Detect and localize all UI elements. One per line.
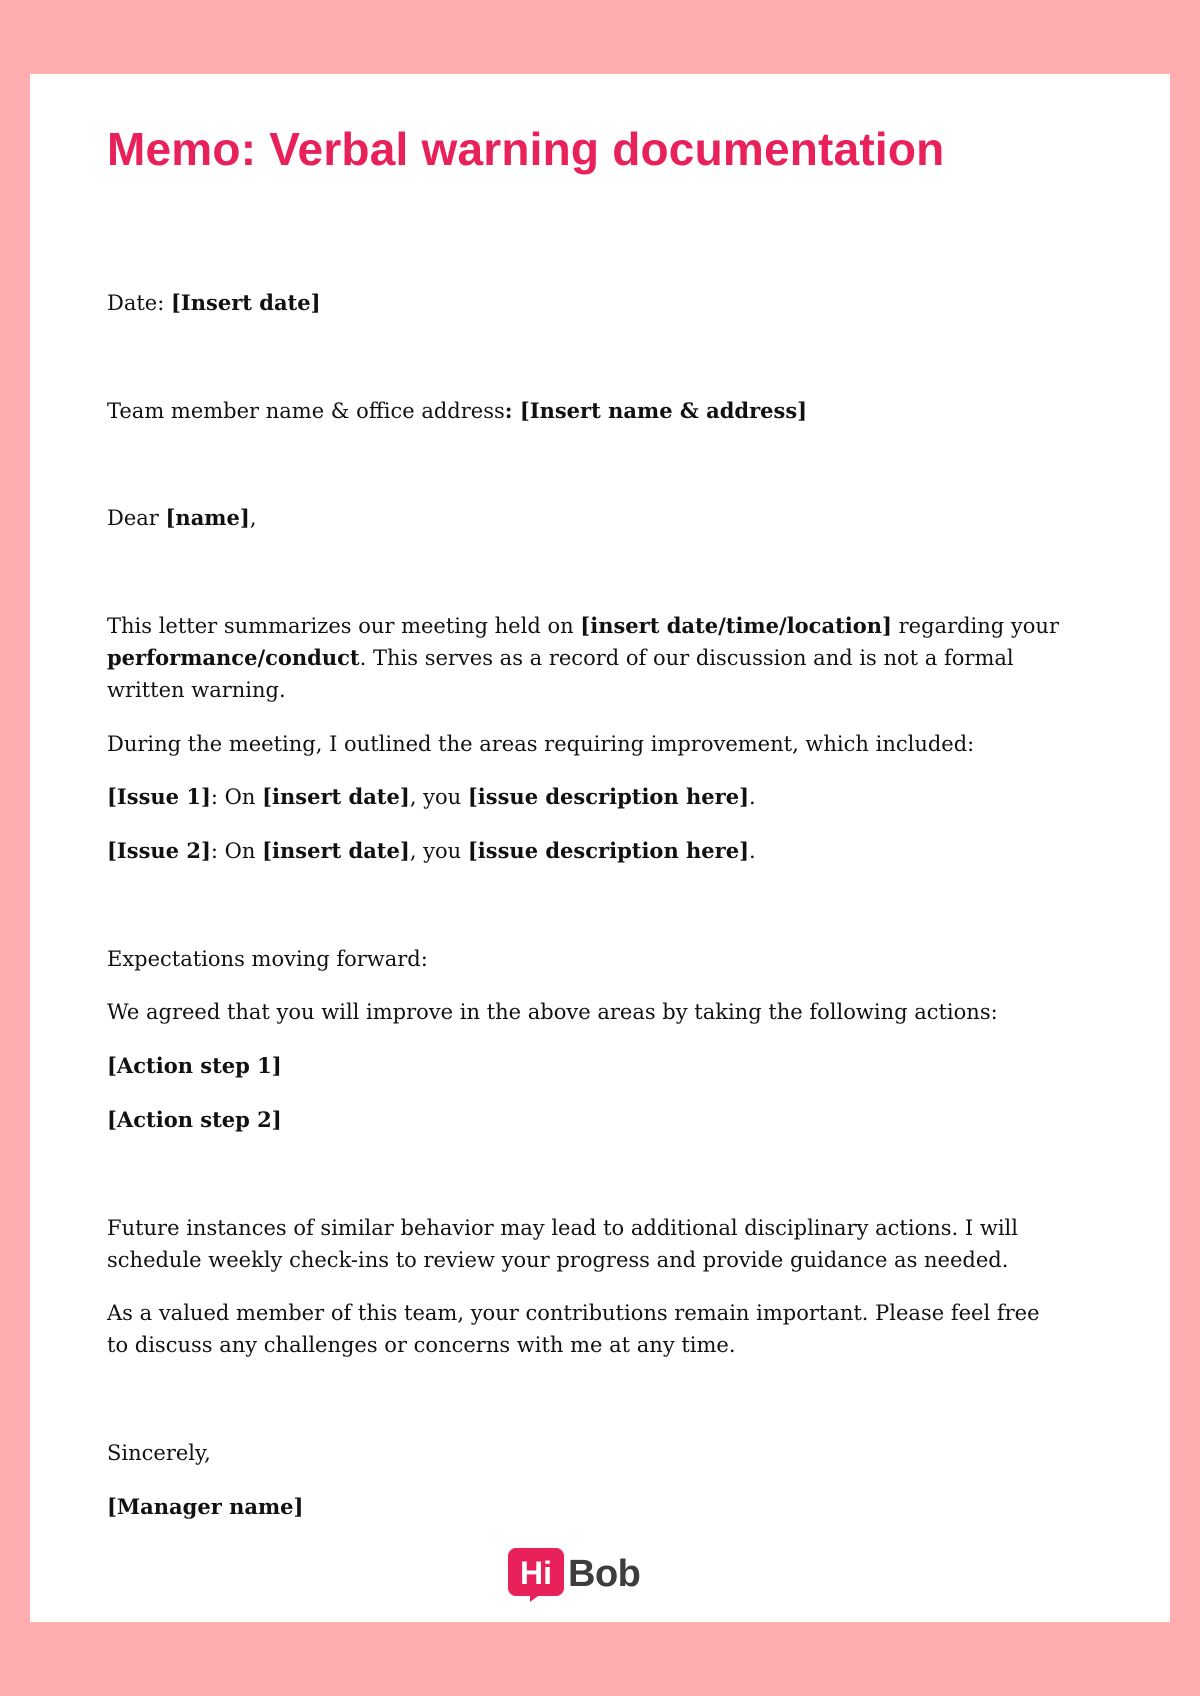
issue-you-text: , you — [409, 839, 468, 863]
memo-page — [30, 74, 1170, 1622]
issue-label: [Issue 1] — [107, 784, 211, 809]
issue-description: [issue description here] — [467, 838, 750, 863]
recipient-value: : [Insert name & address] — [504, 398, 808, 423]
date-line — [107, 287, 321, 319]
intro-paragraph — [107, 610, 1067, 706]
issue-end: . — [749, 839, 756, 863]
issue-1 — [107, 781, 756, 813]
issue-description: [issue description here] — [467, 784, 750, 809]
topic-placeholder: performance/conduct — [107, 645, 360, 670]
hibob-logo-icon — [508, 1546, 564, 1602]
issue-you-text: , you — [409, 785, 468, 809]
date-value: [Insert date] — [170, 290, 321, 315]
salutation-prefix: Dear — [107, 506, 166, 530]
issue-date: [insert date] — [262, 784, 410, 809]
recipient-line — [107, 395, 807, 427]
action-step-text: [Action step 1] — [107, 1053, 282, 1078]
salutation — [107, 502, 257, 534]
action-step-2 — [107, 1104, 282, 1136]
areas-intro: During the meeting, I outlined the areas requiring improvement, which included: — [107, 732, 975, 756]
meeting-placeholder: [insert date/time/location] — [580, 613, 892, 638]
issue-date: [insert date] — [262, 838, 410, 863]
issue-2 — [107, 835, 756, 867]
action-step-1 — [107, 1050, 282, 1082]
future-paragraph: Future instances of similar behavior may lead to additional disciplinary actions. I will schedule weekly check-ins to review your progress and provide guidance as needed. — [107, 1216, 1018, 1272]
intro-text-2: regarding your — [891, 614, 1059, 638]
salutation-suffix: , — [249, 506, 257, 530]
closing: Sincerely, — [107, 1441, 211, 1465]
issue-on-text: : On — [210, 839, 263, 863]
action-step-text: [Action step 2] — [107, 1107, 282, 1132]
issue-on-text: : On — [210, 785, 263, 809]
manager-name: [Manager name] — [107, 1494, 304, 1519]
hibob-logo — [508, 1546, 640, 1602]
intro-text-3: . This serves as a record of our discussion and is not a formal written warning. — [107, 646, 1014, 702]
logo-text: Bob — [568, 1552, 641, 1595]
date-label: Date: — [107, 291, 171, 315]
signature — [107, 1491, 303, 1523]
logo-badge-text: Hi — [520, 1555, 552, 1591]
intro-text-1: This letter summarizes our meeting held on — [107, 614, 581, 638]
page-title: Memo: Verbal warning documentation — [107, 123, 945, 175]
actions-intro: We agreed that you will improve in the above areas by taking the following actions: — [107, 1000, 998, 1024]
issue-end: . — [749, 785, 756, 809]
valued-paragraph: As a valued member of this team, your contributions remain important. Please feel free to discuss any challenges or concerns with me at any time. — [107, 1301, 1040, 1357]
expectations-heading: Expectations moving forward: — [107, 947, 428, 971]
salutation-name: [name] — [165, 505, 250, 530]
issue-label: [Issue 2] — [107, 838, 211, 863]
recipient-label: Team member name & office address — [107, 399, 505, 423]
